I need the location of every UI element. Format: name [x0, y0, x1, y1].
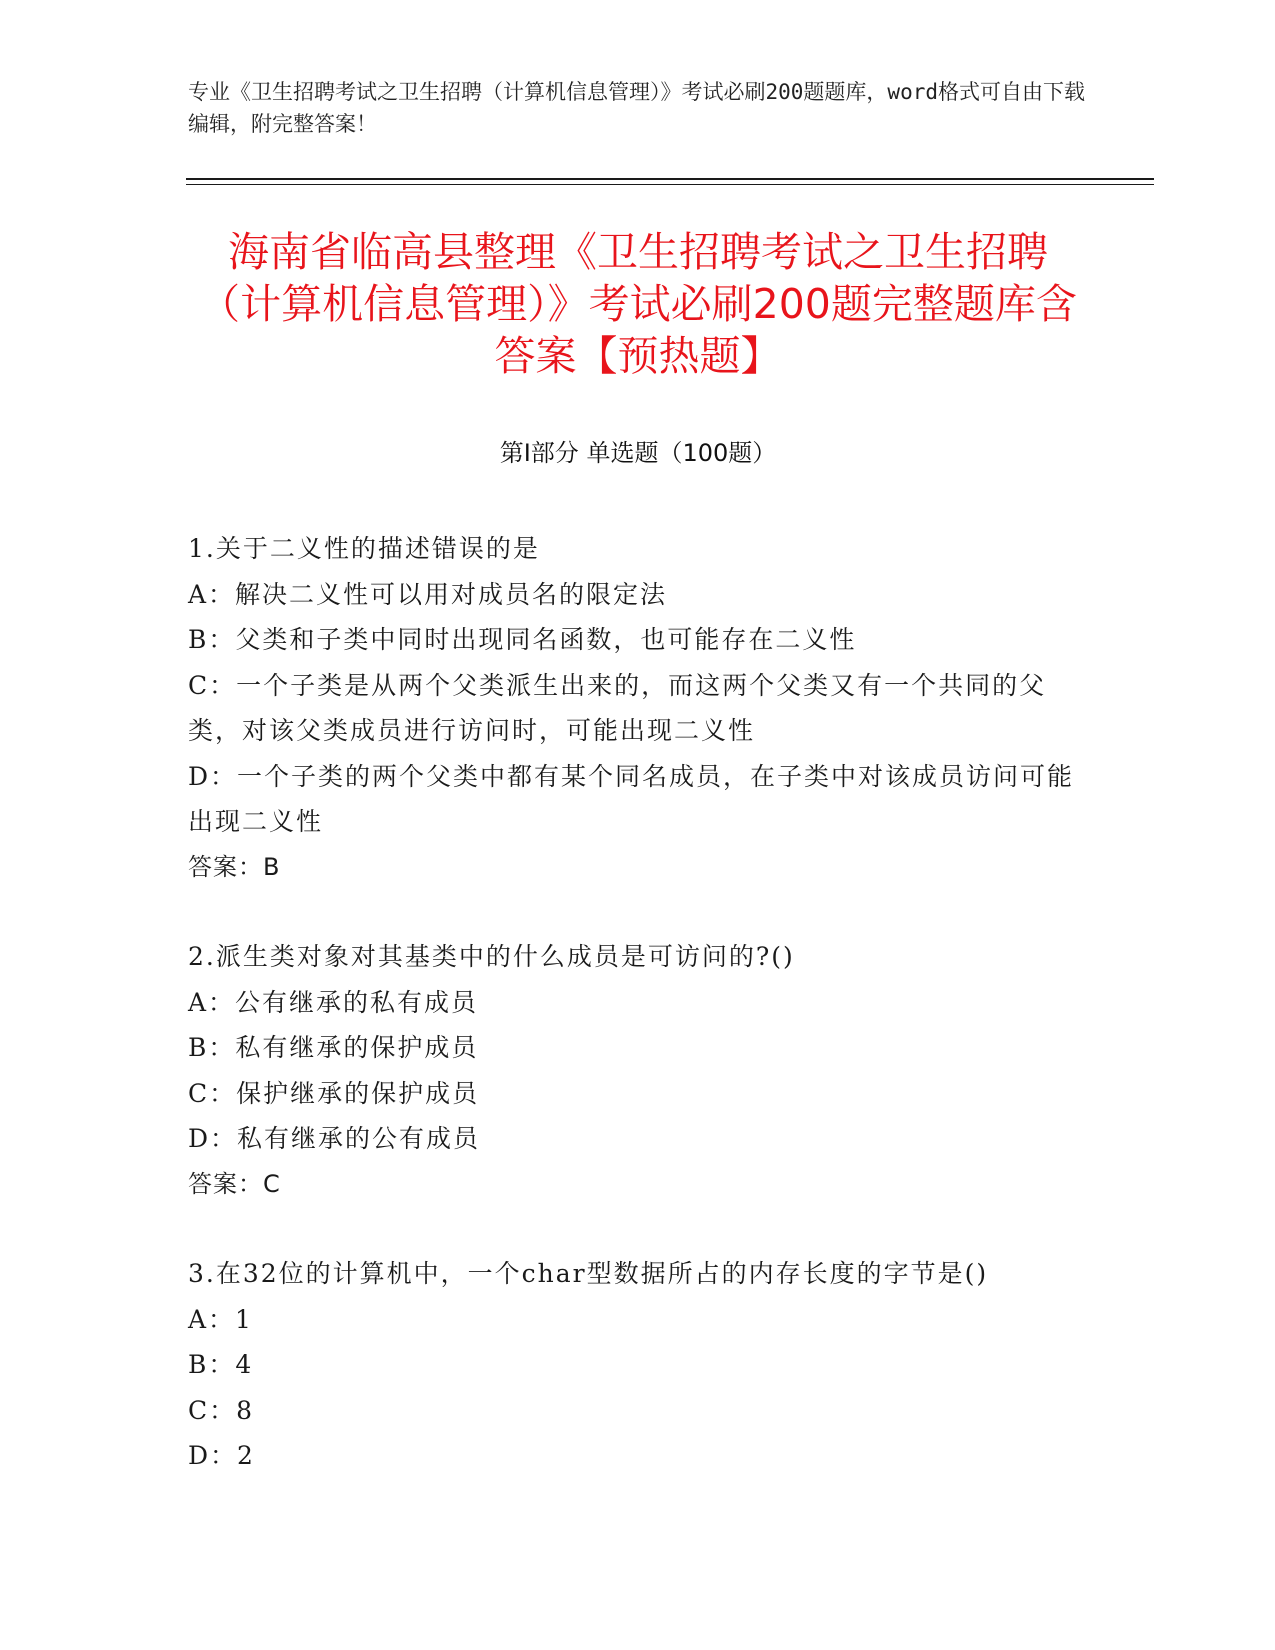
- header-note: 专业《卫生招聘考试之卫生招聘（计算机信息管理）》考试必刷200题题库，word格式可自由下载编辑，附完整答案！: [188, 80, 1085, 136]
- option-d: D：私有继承的公有成员: [188, 1124, 481, 1153]
- option-b: B：私有继承的保护成员: [188, 1033, 479, 1062]
- option-a: A：1: [188, 1304, 253, 1334]
- question-stem: 1.关于二义性的描述错误的是: [188, 534, 540, 563]
- option-d: D：2: [188, 1441, 255, 1470]
- option-c: C：保护继承的保护成员: [188, 1078, 480, 1108]
- option-d: D：一个子类的两个父类中都有某个同名成员，在子类中对该成员访问可能出现二义性: [188, 761, 1075, 836]
- header-divider-thick: [186, 178, 1154, 180]
- option-c: C：一个子类是从两个父类派生出来的，而这两个父类又有一个共同的父类，对该父类成员进行访问时，可能出现二义性: [188, 670, 1047, 745]
- option-b: B：4: [188, 1350, 254, 1379]
- option-a: A：公有继承的私有成员: [188, 987, 479, 1017]
- option-b: B：父类和子类中同时出现同名函数，也可能存在二义性: [188, 625, 857, 654]
- question-3: [188, 1251, 1088, 1479]
- question-1: [188, 526, 1088, 890]
- option-c: C：8: [188, 1395, 255, 1425]
- question-list: [188, 526, 1088, 1523]
- option-a: A：解决二义性可以用对成员名的限定法: [188, 579, 668, 609]
- question-stem: 2.派生类对象对其基类中的什么成员是可访问的?(): [188, 942, 795, 971]
- document-title: 海南省临高县整理《卫生招聘考试之卫生招聘（计算机信息管理）》考试必刷200题完整题库含答案【预热题】: [199, 228, 1077, 380]
- section-title: 第Ⅰ部分 单选题（100题）: [499, 439, 777, 467]
- header-divider-thin: [186, 184, 1154, 185]
- answer-line: 答案：B: [188, 852, 281, 881]
- question-stem: 3.在32位的计算机中，一个char型数据所占的内存长度的字节是(): [188, 1259, 989, 1288]
- answer-line: 答案：C: [188, 1169, 281, 1198]
- question-2: [188, 934, 1088, 1207]
